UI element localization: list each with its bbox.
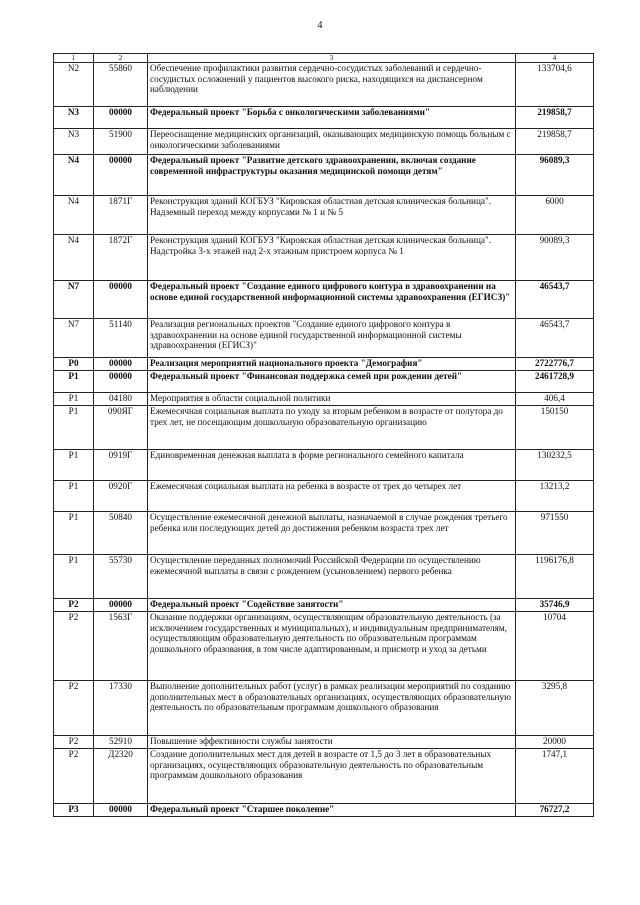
row-description: Федеральный проект "Создание единого цифрового контура в здравоохранении на основе единой государственной информационной системы здравоохранения (ЕГИСЗ)": [148, 281, 516, 319]
table-row: [54, 804, 594, 817]
row-amount: 90089,3: [516, 235, 594, 281]
row-subcode: 50840: [94, 512, 148, 555]
row-subcode: 00000: [94, 599, 148, 612]
row-amount: 46543,7: [516, 319, 594, 358]
row-description: Осуществление ежемесячной денежной выплаты, назначаемой в случае рождения третьего ребенка или последующих детей до достижения ребенком возраста трех лет: [148, 512, 516, 555]
row-subcode: 1563Г: [94, 612, 148, 681]
row-code: N4: [54, 235, 94, 281]
row-code: P2: [54, 681, 94, 736]
row-description: Реализация региональных проектов "Создание единого цифрового контура в здравоохранении на основе единой государственной информационной системы здравоохранения (ЕГИСЗ)": [148, 319, 516, 358]
row-description: Ежемесячная социальная выплата по уходу за вторым ребенком в возрасте от полутора до трех лет, не посещающим дошкольную образовательную организацию: [148, 406, 516, 450]
row-amount: 10704: [516, 612, 594, 681]
row-subcode: 17330: [94, 681, 148, 736]
table-row: [54, 555, 594, 599]
table-row: [54, 406, 594, 450]
row-description: Реконструкция зданий КОГБУЗ "Кировская областная детская клиническая больница". Надстройка 3-х этажей над 2-х этажным пристроем корпуса № 1: [148, 235, 516, 281]
table-row: [54, 129, 594, 155]
table-row: [54, 749, 594, 804]
table-row: [54, 681, 594, 736]
row-subcode: 52910: [94, 736, 148, 749]
row-description: Повышение эффективности службы занятости: [148, 736, 516, 749]
row-code: P1: [54, 450, 94, 481]
row-subcode: 55730: [94, 555, 148, 599]
row-code: P1: [54, 555, 94, 599]
table-row: [54, 450, 594, 481]
row-description: Федеральный проект "Развитие детского здравоохранения, включая создание современной инфраструктуры оказания медицинской помощи детям": [148, 155, 516, 196]
row-description: Реализация мероприятий национального проекта "Демография": [148, 358, 516, 371]
table-row: [54, 612, 594, 681]
row-subcode: 00000: [94, 371, 148, 393]
row-amount: 96089,3: [516, 155, 594, 196]
table-row: [54, 155, 594, 196]
row-amount: 13213,2: [516, 481, 594, 512]
row-code: P1: [54, 512, 94, 555]
row-subcode: 00000: [94, 281, 148, 319]
row-subcode: 00000: [94, 107, 148, 129]
row-amount: 1747,1: [516, 749, 594, 804]
row-subcode: 51900: [94, 129, 148, 155]
row-code: P0: [54, 358, 94, 371]
row-code: N4: [54, 196, 94, 235]
row-description: Оказание поддержки организациям, осуществляющим образовательную деятельность (за исключением государственных и муниципальных), и индивидуальным предпринимателям, осуществляющим образовательную деятельность по образовательным программам дошкольного образования, в том числе адаптированным, и присмотр и уход за детьми: [148, 612, 516, 681]
row-description: Федеральный проект "Борьба с онкологическими заболеваниями": [148, 107, 516, 129]
row-code: P1: [54, 371, 94, 393]
row-description: Федеральный проект "Старшее поколение": [148, 804, 516, 817]
table-row: [54, 358, 594, 371]
row-amount: 2722776,7: [516, 358, 594, 371]
row-code: N3: [54, 107, 94, 129]
table-row: [54, 736, 594, 749]
row-subcode: 0920Г: [94, 481, 148, 512]
row-amount: 20000: [516, 736, 594, 749]
row-description: Федеральный проект "Содействие занятости": [148, 599, 516, 612]
row-code: N4: [54, 155, 94, 196]
row-subcode: 51140: [94, 319, 148, 358]
row-subcode: Д2320: [94, 749, 148, 804]
row-code: P1: [54, 481, 94, 512]
row-code: N2: [54, 63, 94, 107]
row-subcode: 55860: [94, 63, 148, 107]
row-code: P2: [54, 612, 94, 681]
table-row: [54, 107, 594, 129]
row-amount: 46543,7: [516, 281, 594, 319]
row-amount: 3295,8: [516, 681, 594, 736]
row-subcode: 00000: [94, 155, 148, 196]
row-subcode: 1871Г: [94, 196, 148, 235]
table-row: [54, 63, 594, 107]
table-row: [54, 393, 594, 406]
table-row: [54, 319, 594, 358]
row-code: P1: [54, 406, 94, 450]
row-code: N3: [54, 129, 94, 155]
row-code: P3: [54, 804, 94, 817]
row-amount: 35746,9: [516, 599, 594, 612]
row-subcode: 1872Г: [94, 235, 148, 281]
row-amount: 406,4: [516, 393, 594, 406]
row-subcode: 0919Г: [94, 450, 148, 481]
table-row: [54, 371, 594, 393]
row-description: Федеральный проект "Финансовая поддержка семей при рождении детей": [148, 371, 516, 393]
row-description: Ежемесячная социальная выплата на ребенка в возрасте от трех до четырех лет: [148, 481, 516, 512]
row-subcode: 00000: [94, 804, 148, 817]
row-code: P2: [54, 736, 94, 749]
table-row: [54, 512, 594, 555]
header-col-4: 4: [516, 54, 594, 63]
row-amount: 1196176,8: [516, 555, 594, 599]
table-header-row: [54, 54, 594, 63]
table-row: [54, 481, 594, 512]
row-amount: 2461728,9: [516, 371, 594, 393]
row-subcode: 00000: [94, 358, 148, 371]
header-col-1: 1: [54, 54, 94, 63]
row-amount: 150150: [516, 406, 594, 450]
row-amount: 6000: [516, 196, 594, 235]
table-row: [54, 196, 594, 235]
row-amount: 971550: [516, 512, 594, 555]
row-amount: 133704,6: [516, 63, 594, 107]
row-amount: 130232,5: [516, 450, 594, 481]
page-number: 4: [317, 20, 323, 31]
budget-table: [53, 53, 594, 817]
row-amount: 76727,2: [516, 804, 594, 817]
row-code: N7: [54, 281, 94, 319]
row-subcode: 04180: [94, 393, 148, 406]
header-col-2: 2: [94, 54, 148, 63]
row-description: Осуществление переданных полномочий Российской Федерации по осуществлению ежемесячной выплаты в связи с рождением (усыновлением) первого ребенка: [148, 555, 516, 599]
row-description: Создание дополнительных мест для детей в возрасте от 1,5 до 3 лет в образовательных организациях, осуществляющих образовательную деятельность по образовательным программам дошкольного образования: [148, 749, 516, 804]
header-col-3: 3: [148, 54, 516, 63]
row-code: N7: [54, 319, 94, 358]
row-description: Выполнение дополнительных работ (услуг) в рамках реализации мероприятий по созданию дополнительных мест в образовательных организациях, осуществляющих образовательную деятельность по образовательным программам дошкольного образования: [148, 681, 516, 736]
row-description: Мероприятия в области социальной политики: [148, 393, 516, 406]
table-row: [54, 281, 594, 319]
row-amount: 219858,7: [516, 107, 594, 129]
row-subcode: 090ЯГ: [94, 406, 148, 450]
table-row: [54, 235, 594, 281]
row-code: P2: [54, 749, 94, 804]
row-amount: 219858,7: [516, 129, 594, 155]
row-description: Реконструкция зданий КОГБУЗ "Кировская областная детская клиническая больница". Надземный переход между корпусами № 1 и № 5: [148, 196, 516, 235]
row-code: P1: [54, 393, 94, 406]
row-description: Переоснащение медицинских организаций, оказывающих медицинскую помощь больным с онкологическими заболеваниями: [148, 129, 516, 155]
row-description: Обеспечение профилактики развития сердечно-сосудистых заболеваний и сердечно-сосудистых осложнений у пациентов высокого риска, находящихся на диспансерном наблюдении: [148, 63, 516, 107]
row-description: Единовременная денежная выплата в форме регионального семейного капитала: [148, 450, 516, 481]
row-code: P2: [54, 599, 94, 612]
table-row: [54, 599, 594, 612]
